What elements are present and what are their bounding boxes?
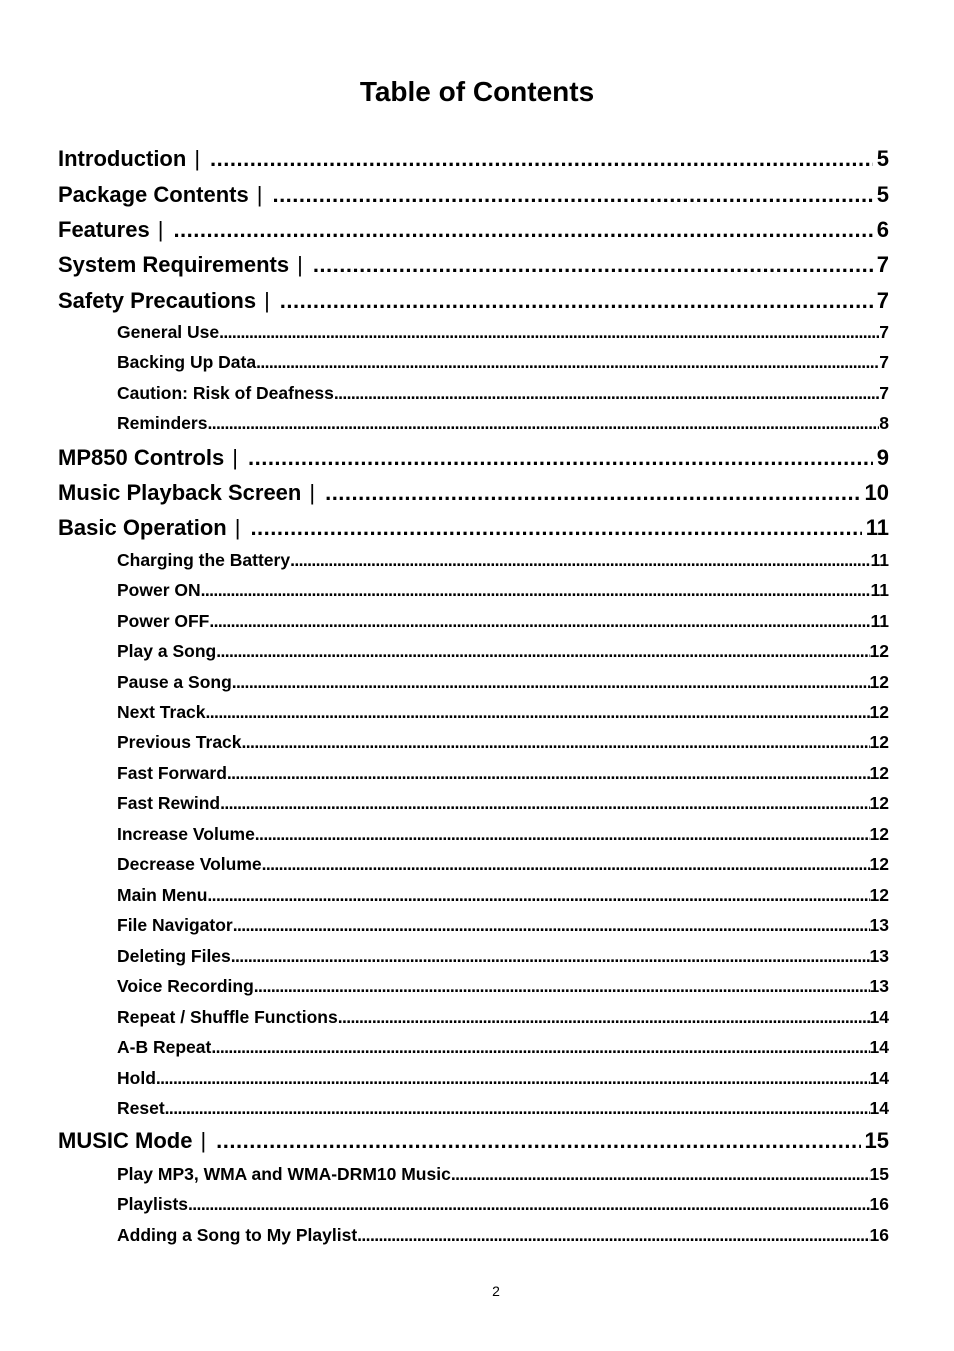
dot-leader bbox=[338, 1007, 870, 1028]
toc-entry-label: File Navigator bbox=[117, 915, 233, 935]
toc-subsection-entry[interactable] bbox=[117, 763, 889, 787]
toc-subsection-entry[interactable] bbox=[117, 885, 889, 909]
toc-subsection-entry[interactable] bbox=[117, 611, 889, 635]
toc-section-entry[interactable] bbox=[58, 217, 889, 247]
dot-leader bbox=[156, 1068, 870, 1089]
toc-subsection-entry[interactable] bbox=[117, 1068, 889, 1092]
toc-entry-label: Play MP3, WMA and WMA-DRM10 Music bbox=[117, 1164, 451, 1184]
toc-section-entry[interactable] bbox=[58, 146, 889, 176]
dot-leader bbox=[207, 413, 879, 434]
toc-separator: | bbox=[264, 288, 270, 313]
dot-leader bbox=[313, 252, 873, 278]
toc-separator: | bbox=[309, 480, 316, 505]
toc-subsection-entry[interactable] bbox=[117, 1037, 889, 1061]
toc-entry-page-number: 13 bbox=[869, 946, 889, 966]
toc-separator: | bbox=[234, 515, 241, 540]
toc-section-entry[interactable] bbox=[58, 515, 889, 545]
toc-entry-label: Previous Track bbox=[117, 732, 242, 752]
dot-leader bbox=[165, 1098, 870, 1119]
toc-entry-label: Safety Precautions bbox=[58, 288, 257, 313]
toc-subsection-entry[interactable] bbox=[117, 1098, 889, 1122]
dot-leader bbox=[254, 976, 870, 997]
toc-subsection-entry[interactable] bbox=[117, 854, 889, 878]
dot-leader bbox=[227, 763, 870, 784]
toc-entry-label: Power OFF bbox=[117, 611, 210, 631]
dot-leader bbox=[220, 793, 869, 814]
toc-entry-label: Reset bbox=[117, 1098, 165, 1118]
toc-entry-label: Charging the Battery bbox=[117, 550, 291, 570]
toc-separator: | bbox=[256, 182, 263, 207]
toc-entry-page-number: 7 bbox=[876, 288, 889, 313]
toc-entry-label: Adding a Song to My Playlist bbox=[117, 1225, 358, 1245]
toc-entry-page-number: 13 bbox=[869, 915, 889, 935]
toc-section-entry[interactable] bbox=[58, 480, 889, 510]
dot-leader bbox=[248, 445, 873, 471]
toc-entry-label: Pause a Song bbox=[117, 672, 232, 692]
toc-entry-page-number: 12 bbox=[869, 763, 889, 783]
toc-subsection-entry[interactable] bbox=[117, 352, 889, 376]
toc-entry-page-number: 12 bbox=[869, 641, 889, 661]
toc-entry-label: Decrease Volume bbox=[117, 854, 262, 874]
dot-leader bbox=[211, 1037, 869, 1058]
dot-leader bbox=[216, 1128, 860, 1154]
dot-leader bbox=[233, 915, 870, 936]
dot-leader bbox=[188, 1194, 870, 1215]
toc-entry-page-number: 7 bbox=[879, 383, 889, 403]
toc-section-entry[interactable] bbox=[58, 252, 889, 282]
toc-subsection-entry[interactable] bbox=[117, 824, 889, 848]
toc-entry-page-number: 7 bbox=[879, 352, 889, 372]
toc-entry-label: Voice Recording bbox=[117, 976, 254, 996]
toc-subsection-entry[interactable] bbox=[117, 1164, 889, 1188]
toc-entry-page-number: 7 bbox=[876, 252, 889, 277]
toc-entry-page-number: 5 bbox=[876, 146, 889, 171]
dot-leader bbox=[334, 383, 879, 404]
toc-entry-page-number: 11 bbox=[870, 611, 889, 631]
toc-entry-label: MP850 Controls bbox=[58, 445, 225, 470]
toc-entry-label: Increase Volume bbox=[117, 824, 255, 844]
toc-subsection-entry[interactable] bbox=[117, 915, 889, 939]
toc-entry-label: System Requirements bbox=[58, 252, 290, 277]
dot-leader bbox=[207, 885, 869, 906]
dot-leader bbox=[272, 182, 872, 208]
toc-entry-page-number: 5 bbox=[876, 182, 889, 207]
toc-entry-label: Package Contents bbox=[58, 182, 249, 207]
toc-entry-label: Next Track bbox=[117, 702, 206, 722]
toc-entry-label: Playlists bbox=[117, 1194, 189, 1214]
toc-entry-page-number: 11 bbox=[870, 580, 889, 600]
toc-entry-page-number: 12 bbox=[869, 885, 889, 905]
toc-entry-page-number: 8 bbox=[879, 413, 889, 433]
dot-leader bbox=[231, 946, 870, 967]
toc-subsection-entry[interactable] bbox=[117, 1007, 889, 1031]
dot-leader bbox=[256, 352, 879, 373]
dot-leader bbox=[242, 732, 870, 753]
toc-section-entry[interactable] bbox=[58, 182, 889, 212]
toc-entry-label: Caution: Risk of Deafness bbox=[117, 383, 334, 403]
toc-separator: | bbox=[232, 445, 238, 470]
toc-separator: | bbox=[157, 217, 164, 242]
toc-subsection-entry[interactable] bbox=[117, 672, 889, 696]
dot-leader bbox=[232, 672, 870, 693]
toc-entry-page-number: 7 bbox=[879, 322, 889, 342]
dot-leader bbox=[206, 702, 870, 723]
toc-entry-page-number: 9 bbox=[876, 445, 889, 470]
toc-entry-label: General Use bbox=[117, 322, 220, 342]
page-number: 2 bbox=[492, 1283, 500, 1299]
toc-subsection-entry[interactable] bbox=[117, 793, 889, 817]
toc-entry-label: Backing Up Data bbox=[117, 352, 257, 372]
toc-subsection-entry[interactable] bbox=[117, 641, 889, 665]
dot-leader bbox=[451, 1164, 870, 1185]
toc-entry-page-number: 15 bbox=[869, 1164, 889, 1184]
dot-leader bbox=[262, 854, 870, 875]
toc-entry-page-number: 14 bbox=[869, 1068, 889, 1088]
toc-entry-label: Reminders bbox=[117, 413, 208, 433]
toc-entry-label: Fast Rewind bbox=[117, 793, 221, 813]
toc-entry-page-number: 12 bbox=[869, 793, 889, 813]
toc-entry-label: Introduction bbox=[58, 146, 187, 171]
toc-entry-label: Play a Song bbox=[117, 641, 217, 661]
dot-leader bbox=[173, 217, 872, 243]
toc-separator: | bbox=[297, 252, 303, 277]
toc-subsection-entry[interactable] bbox=[117, 413, 889, 437]
dot-leader bbox=[250, 515, 861, 541]
toc-entry-label: Power ON bbox=[117, 580, 201, 600]
toc-separator: | bbox=[194, 146, 201, 171]
toc-entry-label: MUSIC Mode bbox=[58, 1128, 193, 1153]
toc-entry-page-number: 14 bbox=[869, 1007, 889, 1027]
dot-leader bbox=[280, 288, 873, 314]
dot-leader bbox=[290, 550, 870, 571]
toc-subsection-entry[interactable] bbox=[117, 322, 889, 346]
toc-subsection-entry[interactable] bbox=[117, 550, 889, 574]
toc-entry-page-number: 13 bbox=[869, 976, 889, 996]
toc-section-entry[interactable] bbox=[58, 288, 889, 318]
toc-entry-label: Hold bbox=[117, 1068, 156, 1088]
toc-entry-page-number: 12 bbox=[869, 732, 889, 752]
dot-leader bbox=[201, 580, 871, 601]
toc-entry-page-number: 11 bbox=[870, 550, 889, 570]
dot-leader bbox=[210, 146, 873, 172]
toc-subsection-entry[interactable] bbox=[117, 1194, 889, 1218]
dot-leader bbox=[216, 641, 869, 662]
toc-entry-page-number: 14 bbox=[869, 1098, 889, 1118]
toc-entry-page-number: 10 bbox=[864, 480, 889, 505]
toc-entry-label: Repeat / Shuffle Functions bbox=[117, 1007, 338, 1027]
toc-entry-page-number: 6 bbox=[876, 217, 889, 242]
toc-entry-page-number: 14 bbox=[869, 1037, 889, 1057]
toc-entry-page-number: 16 bbox=[869, 1225, 889, 1245]
toc-subsection-entry[interactable] bbox=[117, 1225, 889, 1249]
toc-subsection-entry[interactable] bbox=[117, 383, 889, 407]
toc-entry-page-number: 12 bbox=[869, 824, 889, 844]
toc-entry-label: Main Menu bbox=[117, 885, 208, 905]
toc-entry-label: Basic Operation bbox=[58, 515, 227, 540]
toc-entry-label: Music Playback Screen bbox=[58, 480, 302, 505]
toc-entry-page-number: 12 bbox=[869, 854, 889, 874]
dot-leader bbox=[357, 1225, 869, 1246]
dot-leader bbox=[219, 322, 879, 343]
dot-leader bbox=[209, 611, 870, 632]
page-title: Table of Contents bbox=[359, 76, 595, 107]
toc-section-entry[interactable] bbox=[58, 1128, 889, 1158]
toc-subsection-entry[interactable] bbox=[117, 946, 889, 970]
toc-entry-page-number: 15 bbox=[864, 1128, 889, 1153]
toc-subsection-entry[interactable] bbox=[117, 702, 889, 726]
toc-entry-page-number: 16 bbox=[869, 1194, 889, 1214]
toc-subsection-entry[interactable] bbox=[117, 580, 889, 604]
dot-leader bbox=[325, 480, 860, 506]
toc-entry-label: Deleting Files bbox=[117, 946, 231, 966]
toc-entry-page-number: 12 bbox=[869, 672, 889, 692]
toc-entry-label: A-B Repeat bbox=[117, 1037, 212, 1057]
toc-separator: | bbox=[200, 1128, 207, 1153]
toc-entry-label: Fast Forward bbox=[117, 763, 227, 783]
toc-section-entry[interactable] bbox=[58, 445, 889, 475]
toc-entry-page-number: 11 bbox=[865, 515, 889, 540]
toc-entry-page-number: 12 bbox=[869, 702, 889, 722]
toc-subsection-entry[interactable] bbox=[117, 976, 889, 1000]
toc-subsection-entry[interactable] bbox=[117, 732, 889, 756]
dot-leader bbox=[255, 824, 870, 845]
toc-entry-label: Features bbox=[58, 217, 150, 242]
